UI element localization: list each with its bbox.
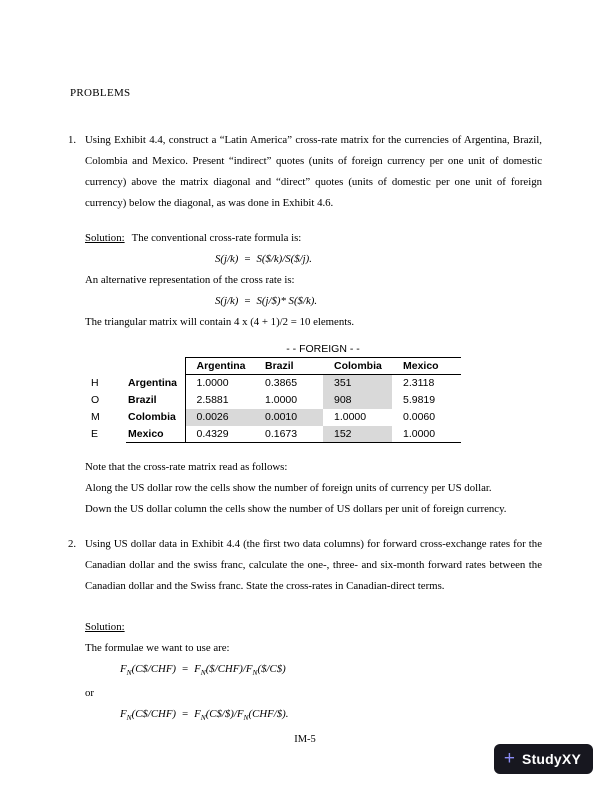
formulae-intro: The formulae we want to use are:: [85, 642, 230, 654]
problem-2: [68, 534, 542, 597]
matrix-cell: 2.3118: [403, 377, 435, 390]
matrix-row-mexico: [88, 426, 461, 443]
solution-line: [85, 617, 542, 638]
matrix-row-colombia: [88, 409, 461, 426]
problem-1-text: Using Exhibit 4.4, construct a “Latin America” cross-rate matrix for the currencies of Argentina, Brazil, Colombia and Mexico. Present “indirect” quotes (units of foreign currency per one unit of domestic currency) above the matrix diagonal and “direct” quotes (units of domestic per one unit of foreign currency) below the diagonal, as was done in Exhibit 4.6.: [85, 134, 542, 209]
cross-rate-matrix-table: [88, 343, 542, 443]
problem-1-number: 1.: [68, 134, 77, 146]
home-axis-letter: M: [91, 411, 100, 423]
forward-cross-rate-formula-1: $F_N(C\$/CHF)$ = $F_N(\$/CHF)/F_N(\$/C\$)$: [120, 663, 286, 678]
matrix-header-row: [88, 358, 461, 375]
solution-line: [85, 228, 542, 249]
plus-icon: +: [503, 747, 516, 769]
alternative-line: An alternative representation of the cross rate is:: [85, 274, 295, 286]
studyxy-badge[interactable]: [494, 744, 593, 774]
home-axis-letter: E: [91, 428, 99, 440]
matrix-notes: [85, 457, 542, 520]
matrix-cell: 1.0000: [265, 394, 298, 406]
matrix-cell: 5.9819: [403, 394, 436, 406]
or-label: or: [85, 687, 94, 700]
solution-label: Solution:: [85, 621, 125, 633]
matrix-cell: 0.3865: [265, 377, 298, 390]
matrix-cell: 0.0010: [254, 409, 323, 426]
problem-1: [68, 130, 542, 214]
column-header-colombia: Colombia: [323, 358, 392, 375]
matrix-cell: 2.5881: [196, 394, 229, 406]
problem-2-text: Using US dollar data in Exhibit 4.4 (the first two data columns) for forward cross-exchange rates for the Canadian dollar and the swiss franc, calculate the one-, three- and six-month forward rates between the Canadian dollar and the Swiss franc. State the cross-rates in Canadian-direct terms.: [85, 538, 542, 592]
brand-name: StudyXY: [522, 751, 581, 767]
foreign-axis-label: - - FOREIGN - -: [185, 343, 461, 358]
note-line-2: Along the US dollar row the cells show the number of foreign units of currency per US dollar.: [85, 482, 492, 494]
matrix-cell: 351: [323, 375, 392, 392]
problem-2-number: 2.: [68, 538, 77, 550]
home-axis-letter: O: [91, 394, 100, 406]
row-header-argentina: Argentina: [126, 375, 185, 392]
forward-cross-rate-formula-2: $F_N(C\$/CHF)$ = $F_N(C\$/\$)/F_N(CHF/\$)$.: [120, 708, 289, 723]
note-line-1: Note that the cross-rate matrix read as follows:: [85, 461, 288, 473]
solution-label: Solution:: [85, 232, 125, 244]
matrix-row-brazil: [88, 392, 461, 409]
matrix-cell: 1.0000: [196, 377, 229, 390]
problem-1-solution: [85, 228, 542, 333]
matrix-cell: 1.0000: [334, 411, 367, 423]
matrix-cell: 0.0026: [185, 409, 254, 426]
problem-2-solution: [85, 617, 542, 728]
foreign-axis-row: [88, 343, 461, 358]
matrix-cell: 0.0060: [403, 411, 436, 423]
row-header-colombia: Colombia: [126, 409, 185, 426]
column-header-argentina: Argentina: [185, 358, 254, 375]
home-axis-letter: H: [91, 377, 99, 389]
matrix-cell: 0.1673: [254, 426, 323, 443]
row-header-mexico: Mexico: [126, 426, 185, 443]
matrix-cell: 152: [323, 426, 392, 443]
matrix-cell: 0.4329: [185, 426, 254, 443]
page-number: IM-5: [294, 734, 316, 746]
note-line-3: Down the US dollar column the cells show the number of US dollars per unit of foreign currency.: [85, 503, 507, 515]
matrix-cell: 908: [323, 392, 392, 409]
solution-intro: The conventional cross-rate formula is:: [131, 232, 302, 244]
cross-rate-formula-1: S(j/k) = S($/k)/S($/j).: [215, 253, 312, 265]
row-header-brazil: Brazil: [126, 392, 185, 409]
column-header-mexico: Mexico: [392, 358, 461, 375]
matrix-row-argentina: [88, 375, 461, 392]
problems-heading: PROBLEMS: [70, 87, 131, 99]
matrix-cell: 1.0000: [392, 426, 461, 443]
cross-rate-formula-2: S(j/k) = S(j/$)* S($/k).: [215, 295, 318, 307]
column-header-brazil: Brazil: [254, 358, 323, 375]
matrix-count-line: The triangular matrix will contain 4 x (4 + 1)/2 = 10 elements.: [85, 316, 355, 328]
